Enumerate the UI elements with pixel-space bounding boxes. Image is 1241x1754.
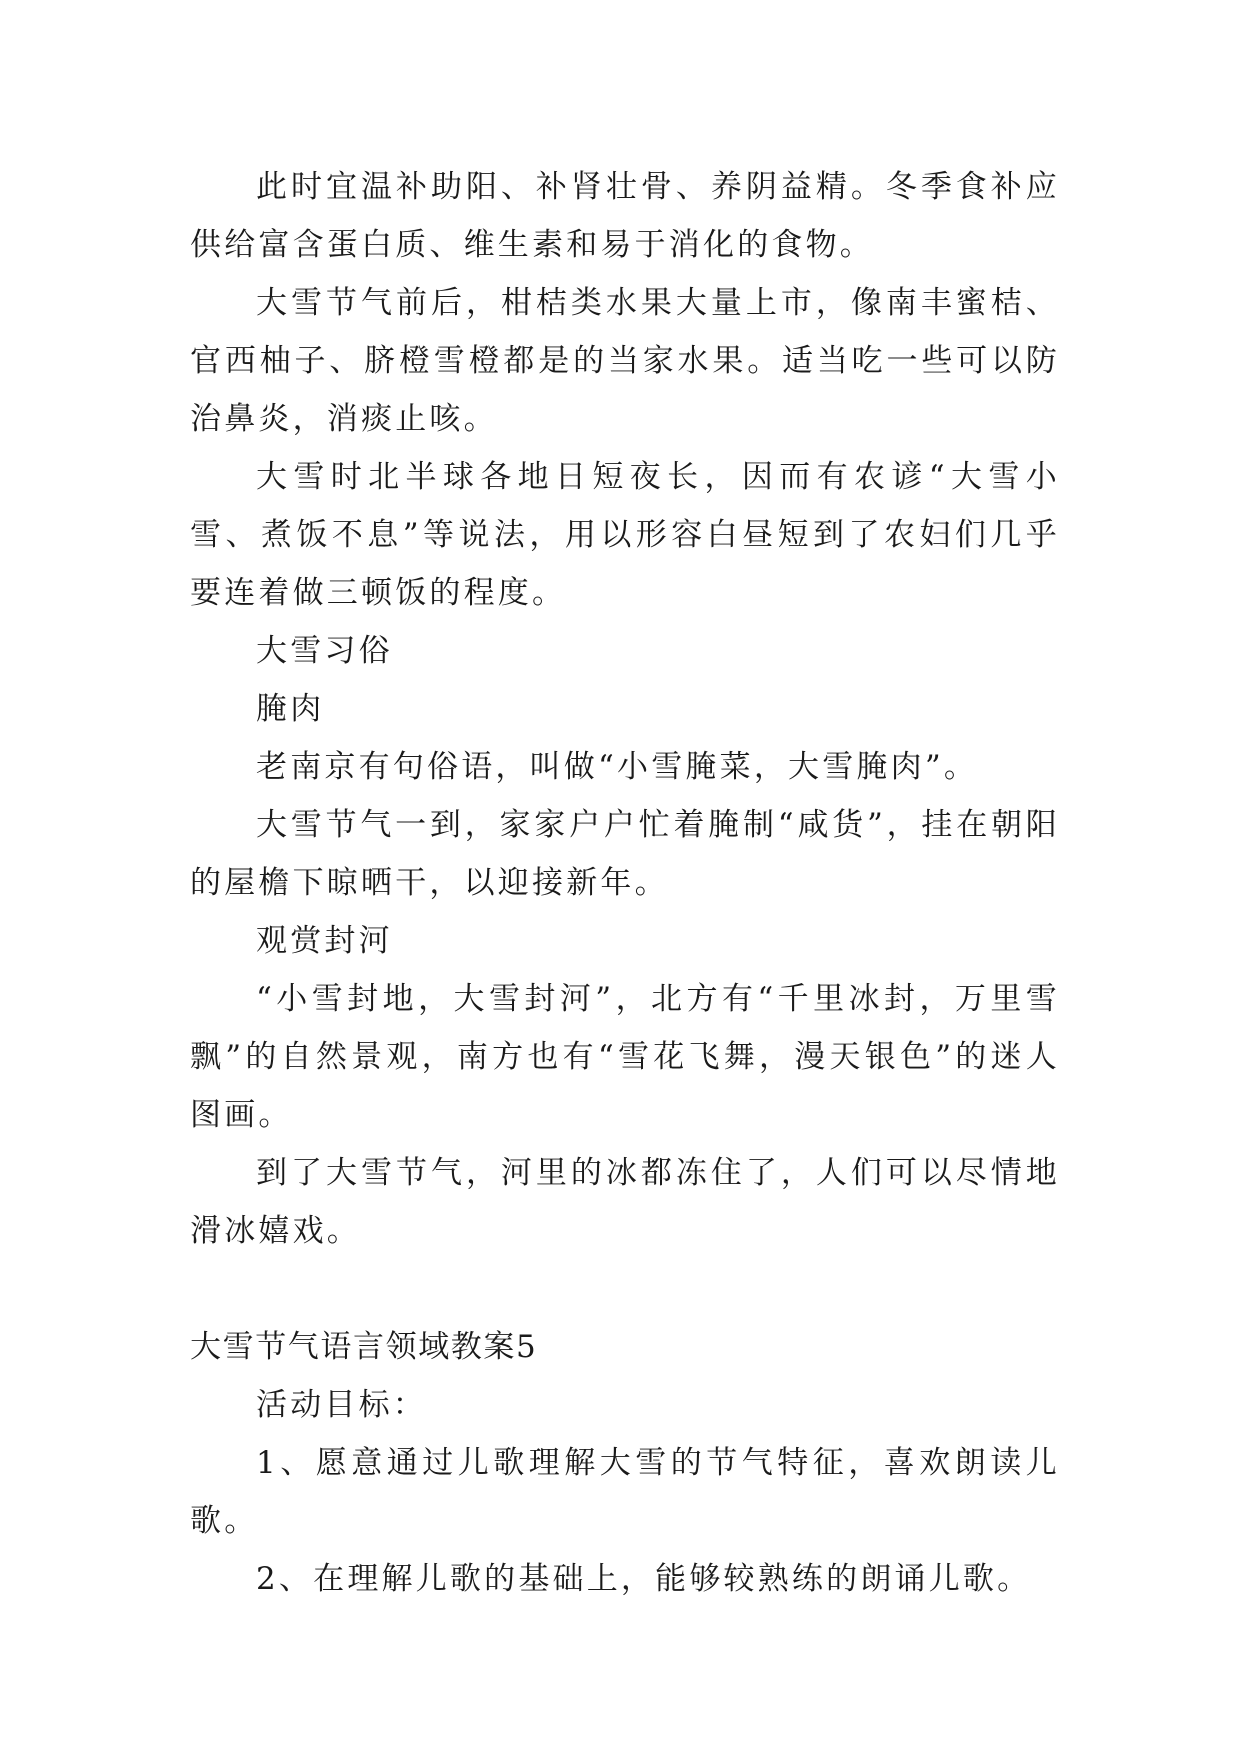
subheading-cured-meat: 腌肉 — [256, 691, 325, 727]
activity-goals-label: 活动目标： — [256, 1387, 427, 1423]
paragraph: 到了大雪节气，河里的冰都冻住了，人们可以尽情地滑冰嬉戏。 — [190, 1155, 1060, 1249]
paragraph: 此时宜温补助阳、补肾壮骨、养阴益精。冬季食补应供给富含蛋白质、维生素和易于消化的食物。 — [190, 169, 1060, 263]
section-heading: 大雪节气语言领域教案5 — [190, 1329, 538, 1365]
paragraph: “小雪封地，大雪封河”，北方有“千里冰封，万里雪飘”的自然景观，南方也有“雪花飞舞，漫天银色”的迷人图画。 — [190, 981, 1060, 1133]
paragraph: 大雪节气前后，柑桔类水果大量上市，像南丰蜜桔、官西柚子、脐橙雪橙都是的当家水果。适当吃一些可以防治鼻炎，消痰止咳。 — [190, 285, 1060, 437]
paragraph: 大雪节气一到，家家户户忙着腌制“咸货”，挂在朝阳的屋檐下晾晒干，以迎接新年。 — [190, 807, 1060, 901]
document-page — [190, 158, 1060, 1608]
paragraph: 大雪时北半球各地日短夜长，因而有农谚“大雪小雪、煮饭不息”等说法，用以形容白昼短到了农妇们几乎要连着做三顿饭的程度。 — [190, 459, 1060, 611]
goal-item: 2、在理解儿歌的基础上，能够较熟练的朗诵儿歌。 — [256, 1561, 1032, 1597]
goal-item: 1、愿意通过儿歌理解大雪的节气特征，喜欢朗读儿歌。 — [190, 1445, 1060, 1539]
section-gap — [190, 1260, 1060, 1318]
subheading-customs: 大雪习俗 — [256, 633, 393, 669]
paragraph: 老南京有句俗语，叫做“小雪腌菜，大雪腌肉”。 — [256, 749, 979, 785]
subheading-frozen-river: 观赏封河 — [256, 923, 393, 959]
